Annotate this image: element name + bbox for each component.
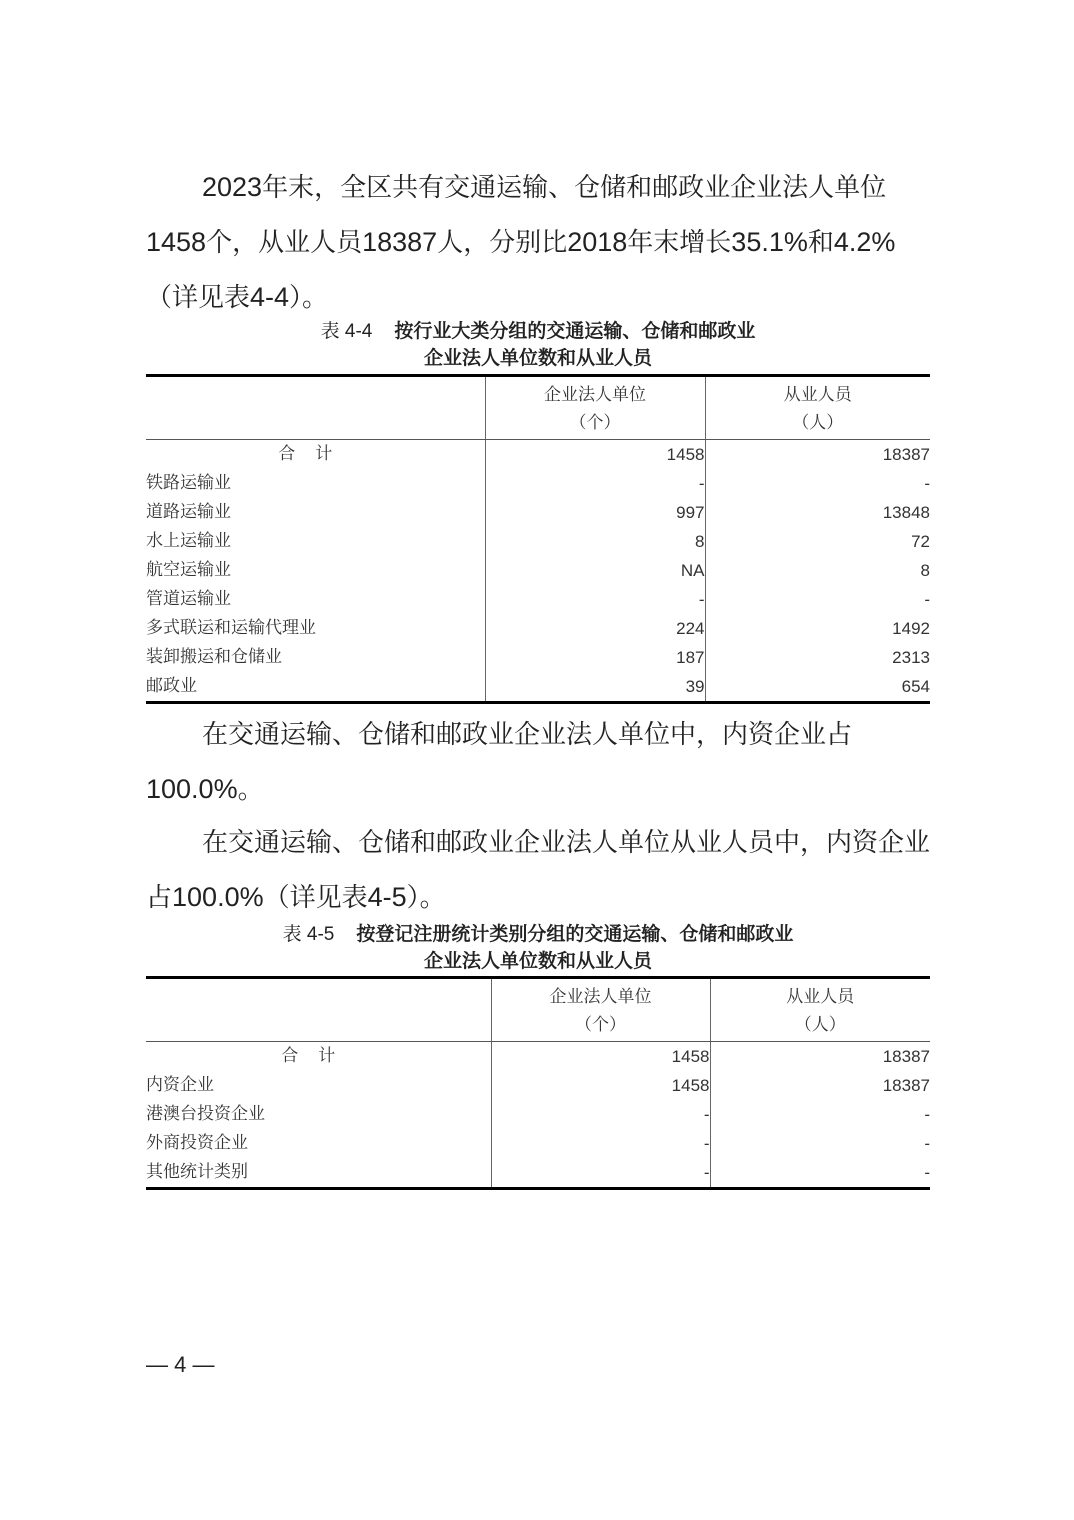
text-employees: 18387 [362, 227, 438, 257]
table-row-total [146, 1042, 930, 1072]
header-units-unit: （个） [569, 413, 621, 433]
row-employees: 18387 [710, 1071, 930, 1100]
row-units: 1458 [485, 440, 705, 470]
text-growth-units: 35.1% [731, 227, 808, 257]
table-4-5 [146, 976, 930, 1190]
text-segment: 人，分别比 [437, 228, 568, 258]
row-units: 224 [485, 614, 705, 643]
table-title: 按行业大类分组的交通运输、仓储和邮政业 [394, 320, 756, 342]
row-label: 多式联运和运输代理业 [146, 618, 316, 638]
header-employees [710, 978, 930, 1042]
text-segment: 个，从业人员 [206, 228, 363, 258]
row-label: 管道运输业 [146, 589, 231, 609]
row-units: - [491, 1158, 710, 1189]
row-units: 997 [485, 498, 705, 527]
table-row [146, 1100, 930, 1129]
domestic-employees-paragraph [146, 816, 930, 925]
row-employees: - [710, 1158, 930, 1189]
row-label: 内资企业 [146, 1075, 214, 1095]
header-employees-unit: （人） [792, 413, 844, 433]
text-segment: 在交通运输、仓储和邮政业企业法人单位中，内资企业占 [202, 720, 853, 750]
table-header-row [146, 376, 930, 440]
text-segment: 在交通运输、仓储和邮政业企业法人单位从业人员中，内资企业占 [146, 828, 931, 913]
row-units: - [491, 1129, 710, 1158]
text-segment: ）。 [289, 283, 329, 313]
table-row [146, 614, 930, 643]
table-title-line2: 企业法人单位数和从业人员 [423, 950, 652, 972]
row-label: 外商投资企业 [146, 1133, 248, 1153]
header-units [491, 978, 710, 1042]
row-label: 合计 [278, 444, 353, 464]
table-row [146, 1129, 930, 1158]
row-label: 合计 [281, 1046, 356, 1066]
table-row [146, 469, 930, 498]
row-employees: 72 [705, 527, 930, 556]
header-blank [146, 376, 485, 440]
text-segment: 年末增长 [627, 228, 732, 258]
table-row [146, 1158, 930, 1189]
table-title-line2: 企业法人单位数和从业人员 [423, 347, 652, 369]
row-label: 铁路运输业 [146, 473, 231, 493]
table-row [146, 672, 930, 703]
row-units: 8 [485, 527, 705, 556]
header-employees-label: 从业人员 [783, 385, 852, 405]
row-units: 187 [485, 643, 705, 672]
table-row [146, 585, 930, 614]
page-number: — 4 — [146, 1352, 215, 1377]
domestic-units-paragraph [146, 708, 930, 817]
table-row [146, 498, 930, 527]
table-row-total [146, 440, 930, 470]
header-employees-unit: （人） [794, 1015, 846, 1035]
row-employees: 2313 [705, 643, 930, 672]
text-domestic-share: 100.0% [146, 774, 238, 804]
row-label: 装卸搬运和仓储业 [146, 647, 282, 667]
table-4-5-caption [146, 921, 930, 974]
caption-line1 [146, 921, 930, 948]
row-employees: 13848 [705, 498, 930, 527]
row-units: 1458 [491, 1071, 710, 1100]
text-segment: 年末，全区共有交通运输、仓储和邮政业企业法人单位 [262, 173, 887, 203]
row-label: 道路运输业 [146, 502, 231, 522]
text-segment: 和 [807, 228, 834, 258]
row-employees: - [705, 469, 930, 498]
text-table-ref: 4-4 [250, 282, 290, 312]
text-units: 1458 [146, 227, 207, 257]
text-segment: （详见表 [263, 883, 368, 913]
text-year: 2023 [202, 172, 263, 202]
row-label: 水上运输业 [146, 531, 231, 551]
header-units-unit: （个） [575, 1015, 626, 1035]
table-row [146, 556, 930, 585]
text-segment: ）。 [406, 883, 446, 913]
row-label: 其他统计类别 [146, 1158, 491, 1189]
table-row [146, 643, 930, 672]
text-segment: （详见表 [146, 283, 251, 313]
table-title: 按登记注册统计类别分组的交通运输、仓储和邮政业 [356, 923, 794, 945]
row-units: - [491, 1100, 710, 1129]
caption-line1 [146, 318, 930, 345]
table-4-4-caption [146, 318, 930, 371]
row-units: - [485, 585, 705, 614]
row-label: 邮政业 [146, 672, 485, 703]
text-segment: 。 [237, 775, 264, 805]
text-base-year: 2018 [567, 227, 628, 257]
table-row [146, 1071, 930, 1100]
text-domestic-share: 100.0% [172, 882, 264, 912]
header-employees [705, 376, 930, 440]
row-units: NA [485, 556, 705, 585]
row-units: 1458 [491, 1042, 710, 1072]
row-employees: 18387 [705, 440, 930, 470]
intro-paragraph [146, 160, 930, 325]
table-number: 表 4-5 [282, 924, 335, 945]
row-label: 港澳台投资企业 [146, 1104, 265, 1124]
text-growth-employees: 4.2% [833, 227, 896, 257]
row-units: 39 [485, 672, 705, 703]
header-employees-label: 从业人员 [786, 987, 855, 1007]
row-employees: 654 [705, 672, 930, 703]
row-employees: - [710, 1100, 930, 1129]
row-label: 航空运输业 [146, 560, 231, 580]
row-units: - [485, 469, 705, 498]
row-employees: - [710, 1129, 930, 1158]
row-employees: - [705, 585, 930, 614]
header-blank [146, 978, 491, 1042]
text-table-ref: 4-5 [367, 882, 407, 912]
row-employees: 1492 [705, 614, 930, 643]
table-row [146, 527, 930, 556]
table-4-4 [146, 374, 930, 704]
table-header-row [146, 978, 930, 1042]
row-employees: 8 [705, 556, 930, 585]
row-employees: 18387 [710, 1042, 930, 1072]
header-units [485, 376, 705, 440]
table-number: 表 4-4 [320, 321, 373, 342]
header-units-label: 企业法人单位 [544, 385, 646, 405]
header-units-label: 企业法人单位 [549, 987, 652, 1007]
